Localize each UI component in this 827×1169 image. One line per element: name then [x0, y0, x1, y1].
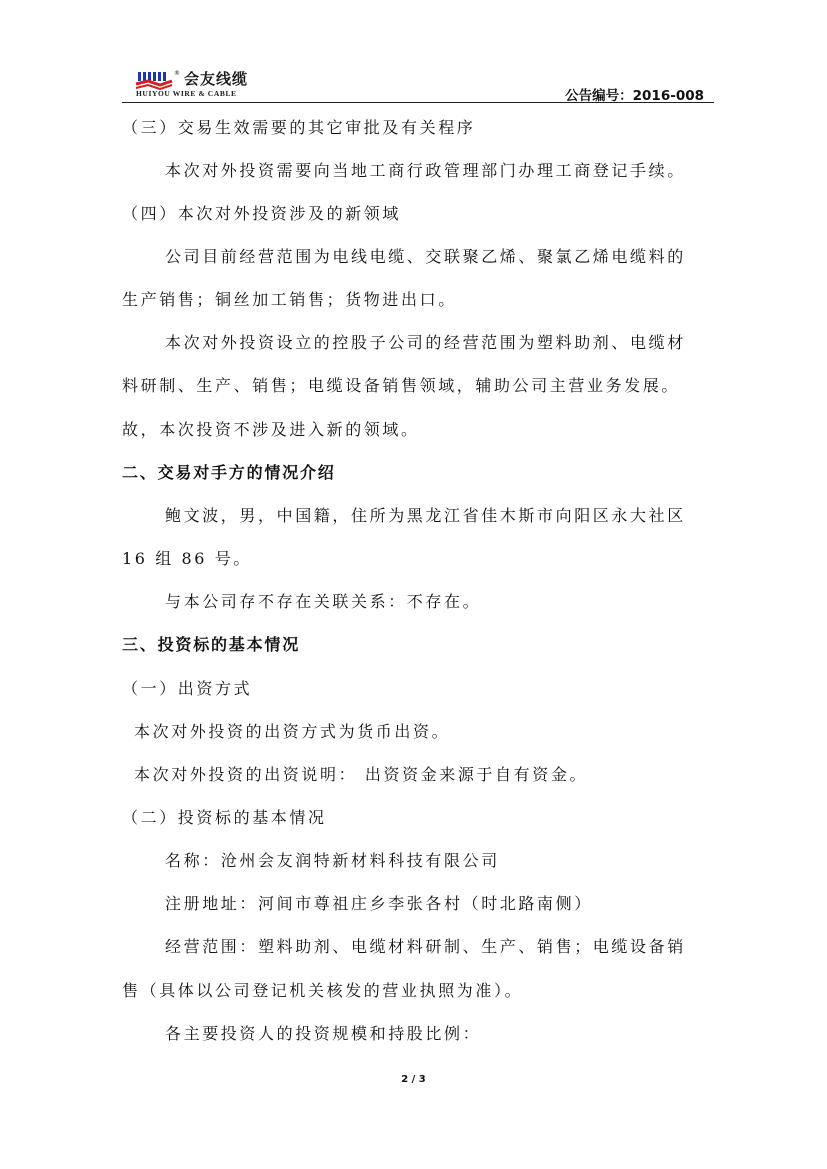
section-heading: （一）出资方式 — [122, 679, 253, 698]
paragraph-line: 鲍文波，男，中国籍，住所为黑龙江省佳木斯市向阳区永大社区 — [165, 506, 686, 525]
section-heading: （三）交易生效需要的其它审批及有关程序 — [122, 118, 476, 137]
paragraph-line: 故，本次投资不涉及进入新的领域。 — [122, 420, 420, 439]
paragraph-line: 与本公司存不存在关联关系：不存在。 — [165, 592, 482, 611]
registered-mark-icon: ® — [174, 70, 180, 77]
section-heading: （四）本次对外投资涉及的新领域 — [122, 204, 402, 223]
paragraph-line: 公司目前经营范围为电线电缆、交联聚乙烯、聚氯乙烯电缆料的 — [165, 247, 686, 266]
huiyou-logo-icon — [134, 70, 178, 90]
paragraph-line: 各主要投资人的投资规模和持股比例： — [165, 1024, 482, 1043]
logo-chinese-name: 会友线缆 — [184, 70, 249, 88]
paragraph-line: 生产销售；铜丝加工销售；货物进出口。 — [122, 290, 457, 309]
page-number: 2 / 3 — [401, 1074, 426, 1085]
paragraph-line: 16 组 86 号。 — [122, 549, 252, 568]
paragraph-line: 本次对外投资设立的控股子公司的经营范围为塑料助剂、电缆材 — [165, 333, 686, 352]
paragraph-line: 名称：沧州会友润特新材料科技有限公司 — [165, 851, 500, 870]
paragraph-line: 本次对外投资需要向当地工商行政管理部门办理工商登记手续。 — [165, 161, 686, 180]
paragraph-line: 本次对外投资的出资说明： 出资资金来源于自有资金。 — [134, 765, 589, 784]
logo-english-name: HUIYOU WIRE & CABLE — [136, 89, 237, 98]
paragraph-line: 售（具体以公司登记机关核发的营业执照为准）。 — [122, 981, 524, 1000]
paragraph-line: 注册地址：河间市尊祖庄乡李张各村（时北路南侧） — [165, 894, 593, 913]
company-logo — [134, 70, 284, 102]
section-heading: （二）投资标的基本情况 — [122, 808, 327, 827]
page-header — [122, 62, 714, 103]
chapter-heading: 三、投资标的基本情况 — [122, 635, 301, 654]
announcement-number: 公告编号：2016-008 — [565, 88, 704, 104]
chapter-heading: 二、交易对手方的情况介绍 — [122, 463, 336, 482]
paragraph-line: 本次对外投资的出资方式为货币出资。 — [134, 722, 451, 741]
paragraph-line: 经营范围：塑料助剂、电缆材料研制、生产、销售；电缆设备销 — [165, 937, 686, 956]
paragraph-line: 料研制、生产、销售；电缆设备销售领域，辅助公司主营业务发展。 — [122, 376, 681, 395]
